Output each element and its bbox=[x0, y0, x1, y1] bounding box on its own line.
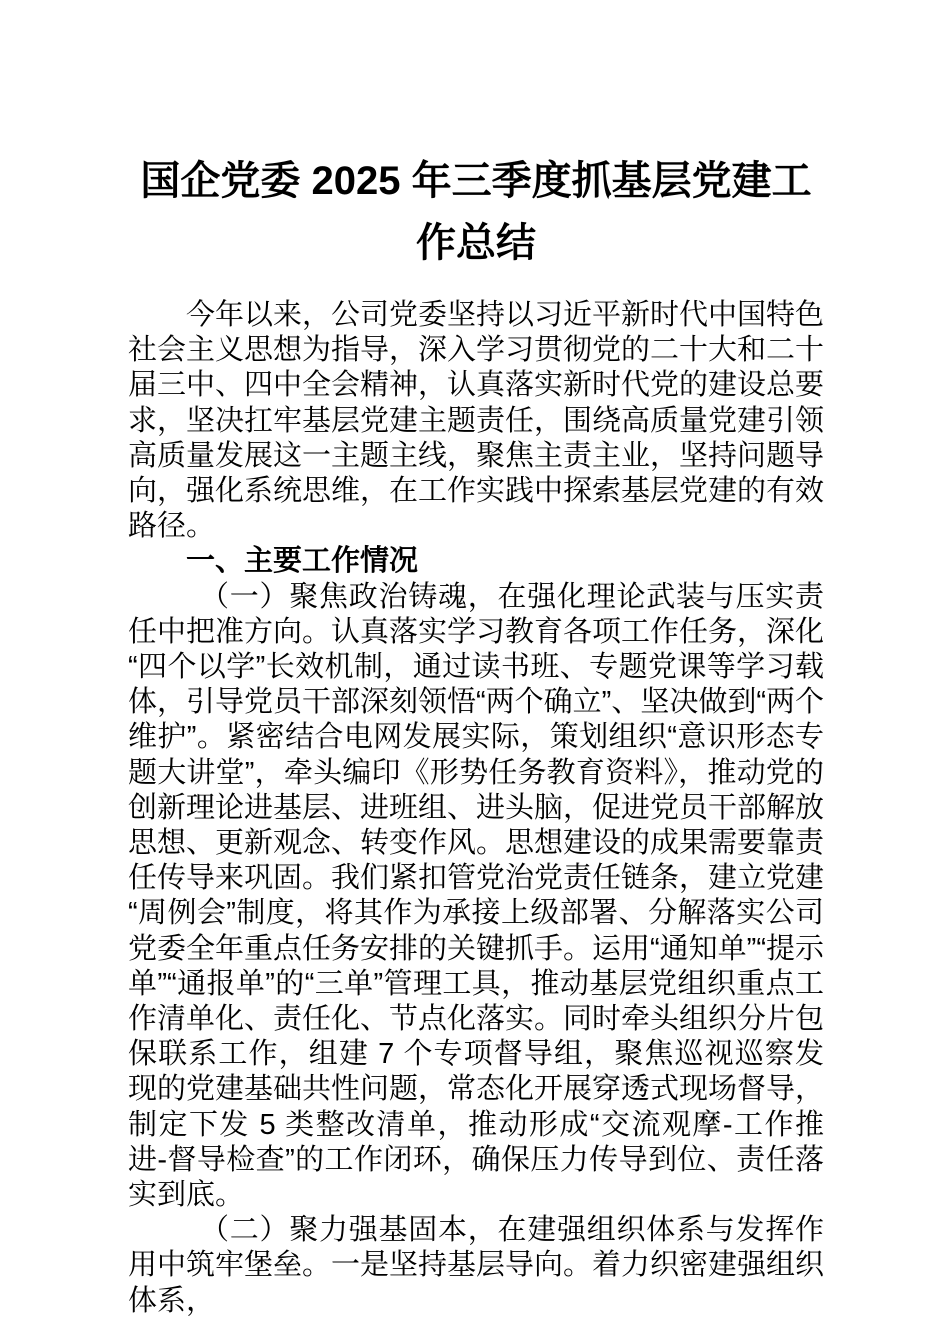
paragraph-section-1-2: （二）聚力强基固本，在建强组织体系与发挥作用中筑牢堡垒。一是坚持基层导向。着力织密建强组织体系， bbox=[128, 1214, 825, 1317]
document-body bbox=[128, 0, 824, 1319]
section-heading-1: 一、主要工作情况 bbox=[186, 545, 419, 578]
paragraph-section-1-1: （一）聚焦政治铸魂，在强化理论武装与压实责任中把准方向。认真落实学习教育各项工作任务，深化“四个以学”长效机制，通过读书班、专题党课等学习载体，引导党员干部深刻领悟“两个确立”、坚决做到“两个维护”。紧密结合电网发展实际，策划组织“意识形态专题大讲堂”，牵头编印《形势任务教育资料》，推动党的创新理论进基层、进班组、进头脑，促进党员干部解放思想、更新观念、转变作风。思想建设的成果需要靠责任传导来巩固。我们紧扣管党治党责任链条，建立党建“周例会”制度，将其作为承接上级部署、分解落实公司党委全年重点任务安排的关键抓手。运用“通知单”“提示单”“通报单”的“三单”管理工具，推动基层党组织重点工作清单化、责任化、节点化落实。同时牵头组织分片包保联系工作，组建 7 个专项督导组，聚焦巡视巡察发现的党建基础共性问题，常态化开展穿透式现场督导，制定下发 5 类整改清单，推动形成“交流观摩-工作推进-督导检查”的工作闭环，确保压力传导到位、责任落实到底。 bbox=[128, 580, 825, 1212]
paragraph-intro: 今年以来，公司党委坚持以习近平新时代中国特色社会主义思想为指导，深入学习贯彻党的二十大和二十届三中、四中全会精神，认真落实新时代党的建设总要求，坚决扛牢基层党建主题责任，围绕高质量党建引领高质量发展这一主题主线，聚焦主责主业，坚持问题导向，强化系统思维，在工作实践中探索基层党建的有效路径。 bbox=[128, 299, 825, 543]
title-spacer bbox=[128, 274, 824, 298]
page-title: 国企党委 2025 年三季度抓基层党建工作总结 bbox=[140, 159, 812, 265]
